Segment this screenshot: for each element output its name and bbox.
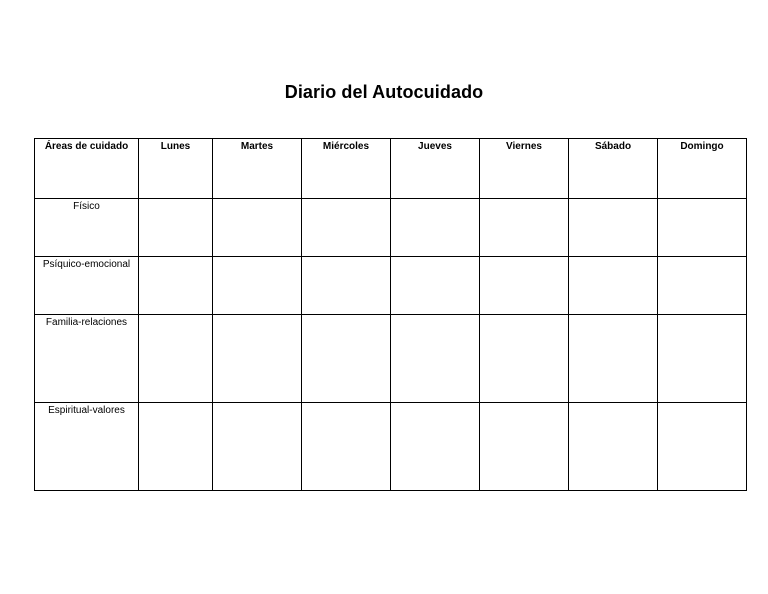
cell-psiquico-domingo[interactable] [658,257,747,315]
area-label-fisico: Físico [35,199,139,257]
cell-psiquico-sabado[interactable] [569,257,658,315]
cell-espiritual-martes[interactable] [213,403,302,491]
cell-espiritual-sabado[interactable] [569,403,658,491]
header-miercoles: Miércoles [302,139,391,199]
cell-fisico-martes[interactable] [213,199,302,257]
table-header-row [35,139,747,199]
page-title: Diario del Autocuidado [284,82,484,102]
cell-psiquico-miercoles[interactable] [302,257,391,315]
header-domingo: Domingo [658,139,747,199]
cell-espiritual-jueves[interactable] [391,403,480,491]
cell-espiritual-domingo[interactable] [658,403,747,491]
cell-espiritual-viernes[interactable] [480,403,569,491]
cell-familia-jueves[interactable] [391,315,480,403]
cell-psiquico-jueves[interactable] [391,257,480,315]
cell-psiquico-viernes[interactable] [480,257,569,315]
table-row-familia-relaciones [35,315,747,403]
cell-fisico-sabado[interactable] [569,199,658,257]
area-label-psiquico-emocional: Psíquico-emocional [35,257,139,315]
cell-fisico-miercoles[interactable] [302,199,391,257]
area-label-espiritual-valores: Espiritual-valores [35,403,139,491]
cell-familia-sabado[interactable] [569,315,658,403]
header-areas: Áreas de cuidado [35,139,139,199]
cell-familia-domingo[interactable] [658,315,747,403]
area-label-familia-relaciones: Familia-relaciones [35,315,139,403]
table-row-psiquico-emocional [35,257,747,315]
header-martes: Martes [213,139,302,199]
cell-espiritual-lunes[interactable] [139,403,213,491]
table-row-fisico [35,199,747,257]
cell-fisico-viernes[interactable] [480,199,569,257]
cell-familia-martes[interactable] [213,315,302,403]
table-row-espiritual-valores [35,403,747,491]
self-care-diary-table [34,138,747,491]
cell-fisico-jueves[interactable] [391,199,480,257]
header-viernes: Viernes [480,139,569,199]
cell-familia-miercoles[interactable] [302,315,391,403]
header-jueves: Jueves [391,139,480,199]
cell-fisico-domingo[interactable] [658,199,747,257]
cell-psiquico-lunes[interactable] [139,257,213,315]
header-sabado: Sábado [569,139,658,199]
header-lunes: Lunes [139,139,213,199]
cell-familia-viernes[interactable] [480,315,569,403]
cell-fisico-lunes[interactable] [139,199,213,257]
cell-espiritual-miercoles[interactable] [302,403,391,491]
cell-familia-lunes[interactable] [139,315,213,403]
cell-psiquico-martes[interactable] [213,257,302,315]
